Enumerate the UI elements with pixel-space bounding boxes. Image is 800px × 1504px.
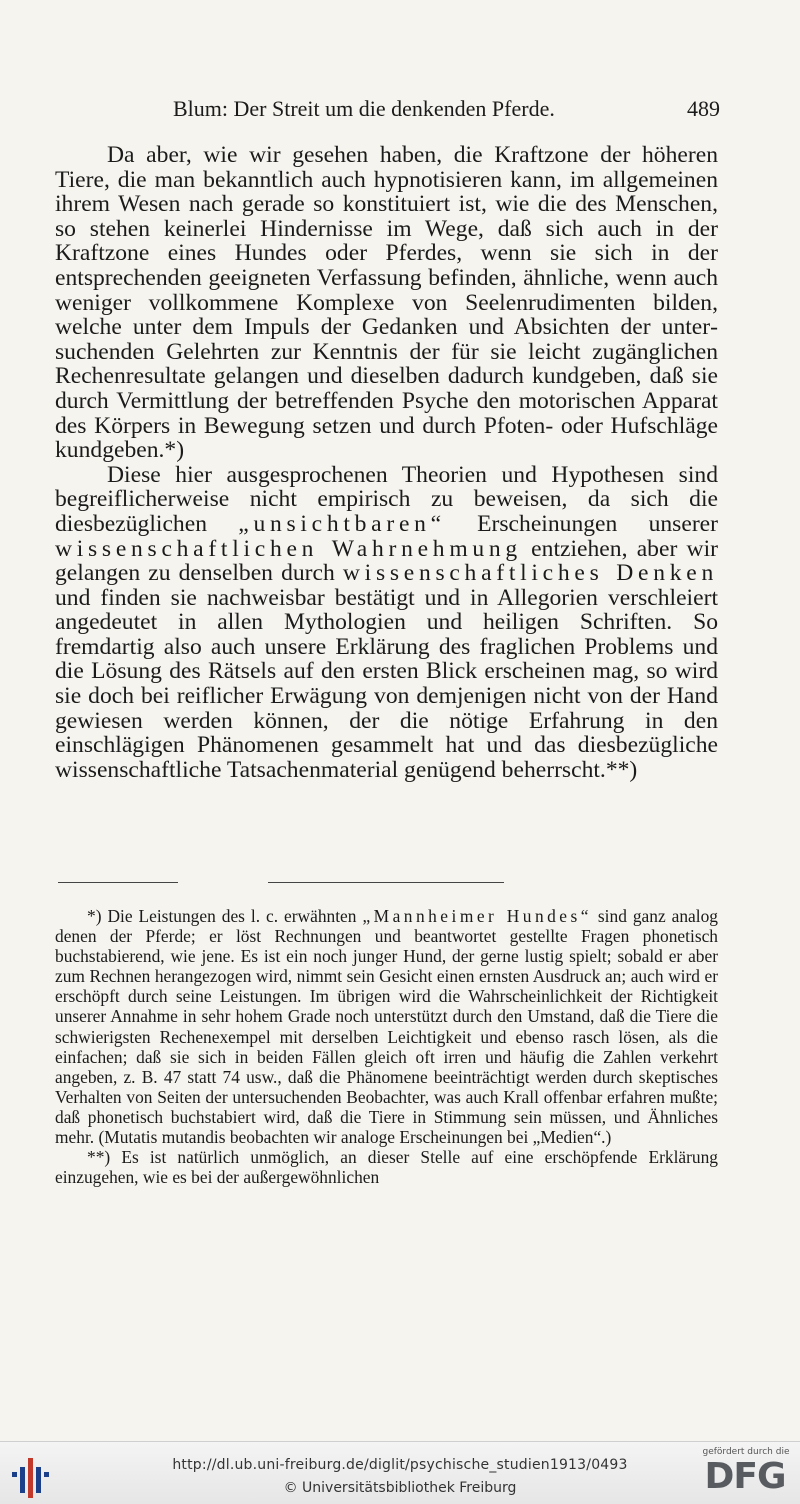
permalink-url[interactable]: http://dl.ub.uni-freiburg.de/diglit/psychische_studien1913/0493 xyxy=(172,1457,628,1473)
footnote-2: **) Es ist natürlich unmöglich, an dieser Stelle auf eine erschöpfende Erklärung einzugehen, wie es bei der außergewöhnlichen xyxy=(55,1147,718,1188)
footnote-rule-short xyxy=(58,882,178,883)
running-title: Blum: Der Streit um die denkenden Pferde. xyxy=(173,96,555,121)
ub-freiburg-logo-icon[interactable] xyxy=(12,1458,52,1498)
paragraph-2-part-d: und finden sie nachweisbar bestätigt und in Allegorien verschleiert angedeutet in allen Mythologien und heiligen Schriften. So fremdartig also auch unsere Erklärung des fraglichen Problems und die Lösung des Rätsels auf den ersten Blick erscheinen mag, so wird sie doch bei reiflicher Erwägung von demjenigen nicht von der Hand gewiesen werden können, der die nötige Erfahrung in den einschlägigen Phänomenen gesammelt hat und das diesbezügliche wissenschaftliche Tatsachenmaterial genügend beherrscht.**) xyxy=(55,584,718,783)
paragraph-2-part-c: entziehen, aber wir gelangen zu denselben durch xyxy=(55,535,718,587)
paragraph-1: Da aber, wie wir gesehen haben, die Kraftzone der höheren Tiere, die man bekanntlich auch hypnotisieren kann, im allgemeinen ihrem Wesen nach gerade so konstituiert ist, wie die des Menschen, so stehen keinerlei Hindernisse im Wege, daß sich auch in der Kraftzone eines Hundes oder Pferdes, wenn sie sich in der entsprechenden geeigneten Verfassung befinden, ähnliche, wenn auch weniger vollkommene Komplexe von Seelenrudimenten bilden, welche unter dem Impuls der Gedanken und Absichten der untersuchenden Gelehrten zur Kenntnis der für sie leicht zugänglichen Rechenresultate gelangen und dieselben dadurch kundgeben, daß sie durch Vermittlung der betreffenden Psyche den motorischen Apparat des Körpers in Bewegung setzen und durch Pfoten- oder Hufschläge kundgeben.*) xyxy=(55,142,718,464)
dfg-logo[interactable]: DFG xyxy=(704,1456,786,1497)
footnote-rule-long xyxy=(268,882,504,883)
running-header xyxy=(55,96,720,126)
spaced-emphasis-denken: wissenschaftliches Denken xyxy=(342,560,718,587)
spaced-emphasis-unsichtbaren: „unsichtbaren“ xyxy=(238,510,446,537)
footnote-1-part-a: *) Die Leistungen des l. c. erwähnten xyxy=(87,906,363,926)
paragraph-2-part-a: Diese hier ausgesprochenen Theorien und Hypothesen sind begreiflicherweise nicht empirisch zu beweisen, da sich die diesbezüglichen xyxy=(55,461,718,537)
footnote-1 xyxy=(55,906,718,1147)
copyright-notice: © Universitätsbibliothek Freiburg xyxy=(283,1480,517,1496)
paragraph-2-part-b: Erscheinungen unserer xyxy=(445,510,719,537)
paragraph-2 xyxy=(55,463,718,783)
footnotes xyxy=(55,906,718,1187)
spaced-emphasis-wahrnehmung: wissenschaftlichen Wahrnehmung xyxy=(55,535,522,562)
page-number: 489 xyxy=(687,96,720,121)
footnote-1-part-b: sind ganz analog denen der Pferde; er löst Rechnungen und beantwortet gestellte Fragen phonetisch buchstabierend, wie jene. Es ist ein noch junger Hund, der gerne lustig spielt; sobald er aber zum Rechnen herangezogen wird, nimmt sein Gesicht einen ernsten Ausdruck an; auch wird er erschöpft durch seine Leistungen. Im übrigen wird die Wahrscheinlichkeit der Richtigkeit unserer Annahme in sehr hohem Grade noch unterstützt durch den Umstand, daß die Tiere die schwierigsten Rechenexempel mit derselben Leichtigkeit und ebenso rasch lösen, als die einfachen; daß sie sich in beiden Fällen gleich oft irren und häufig die Zahlen verkehrt angeben, z. B. 47 statt 74 usw., daß die Phänomene beeinträchtigt werden durch skeptisches Verhalten von Seiten der untersuchenden Beobachter, was auch Krall offenbar erfahren mußte; daß phonetisch buchstabiert wird, daß die Tiere in Stimmung sein müssen, und Ähnliches mehr. (Mutatis mutandis beobachten wir analoge Erscheinungen bei „Medien“.) xyxy=(55,906,719,1148)
spaced-emphasis-mannheimer-hundes: „Mannheimer Hundes“ xyxy=(362,906,592,926)
main-text xyxy=(55,143,718,782)
dfg-caption: gefördert durch die xyxy=(702,1447,790,1457)
viewer-footer xyxy=(0,1441,800,1504)
